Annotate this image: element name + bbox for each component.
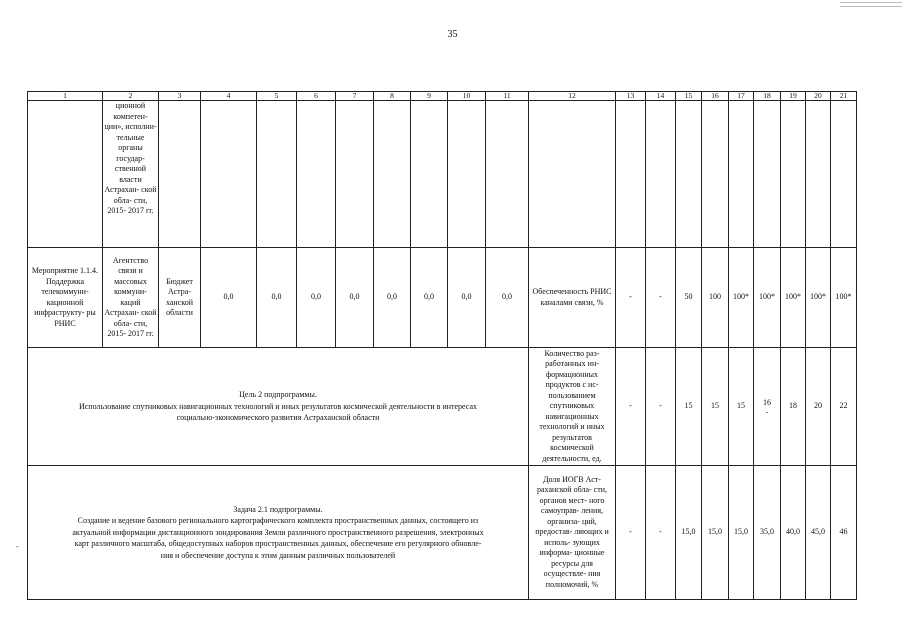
value-cell: 15 [729,348,754,466]
value-cell: 15,0 [702,466,729,600]
value-cell [754,348,781,466]
table-cell [486,101,529,248]
measure-row [28,248,857,348]
header-cell: 12 [529,92,616,101]
value-cell: - [616,248,646,348]
table-cell [201,101,257,248]
responsible-executor-cell: ционной компетен- ции», исполни- тельные органы государ- ственной власти Астрахан- ской обла- сти, 2015- 2017 гг. [103,101,159,248]
goal-row [28,348,857,466]
program-table [27,91,857,600]
value-cell: 0,0 [336,248,374,348]
indicator-cell: Доля ИОГВ Аст- раханской обла- сти, органов мест- ного самоуправ- ления, организа- ций, предостав- ляющих и исполь- зующих информа- ционные ресурсы для осуществле- ния полномочий, % [529,466,616,600]
funding-source-cell: Бюджет Астра- ханской области [159,248,201,348]
header-cell: 11 [486,92,529,101]
table-cell [781,101,806,248]
value-cell: 18 [781,348,806,466]
table-cell [297,101,336,248]
header-cell: 15 [676,92,702,101]
header-cell: 1 [28,92,103,101]
value-cell: 50 [676,248,702,348]
continuation-row [28,101,857,248]
table-cell [374,101,411,248]
table-cell [159,101,201,248]
value-cell: - [646,348,676,466]
value-cell: 100* [806,248,831,348]
header-cell: 17 [729,92,754,101]
value-cell: 15,0 [676,466,702,600]
table-cell [676,101,702,248]
value-cell: 100 [702,248,729,348]
value-text: 16 [763,398,771,408]
goal-description-cell [28,348,529,466]
header-cell: 7 [336,92,374,101]
task-title: Задача 2.1 подпрограммы. [233,504,323,514]
header-cell: 8 [374,92,411,101]
task-text-line: Создание и ведение базового регионального картографического комплекта пространственных данных, состоящего из [77,516,479,526]
value-cell: 40,0 [781,466,806,600]
header-cell: 2 [103,92,159,101]
value-cell: 35,0 [754,466,781,600]
header-cell: 10 [448,92,486,101]
value-cell: 15,0 [729,466,754,600]
table-cell [28,101,103,248]
value-cell: - [616,348,646,466]
table-cell [336,101,374,248]
header-cell: 14 [646,92,676,101]
header-cell: 16 [702,92,729,101]
value-cell: 100* [831,248,857,348]
executor-cell: Агентство связи и массовых коммуни- каций Астрахан- ской обла- сти, 2015- 2017 гг. [103,248,159,348]
table-cell [448,101,486,248]
header-cell: 4 [201,92,257,101]
value-cell: 0,0 [201,248,257,348]
value-cell: 20 [806,348,831,466]
goal-text-line: социально-экономического развития Астраханской области [176,413,380,423]
value-cell: - [646,466,676,600]
value-cell: 0,0 [374,248,411,348]
header-cell: 18 [754,92,781,101]
header-cell: 19 [781,92,806,101]
header-cell: 3 [159,92,201,101]
header-cell: 5 [257,92,297,101]
value-cell: 0,0 [411,248,448,348]
task-text-line: ния и обеспечение доступа к этим данным различных пользователей [160,550,396,560]
value-cell: 0,0 [486,248,529,348]
table-cell [806,101,831,248]
table-cell [702,101,729,248]
table-cell [257,101,297,248]
table-cell [831,101,857,248]
goal-text-line: Использование спутниковых навигационных технологий и иных результатов космической деятельности в интересах [78,401,478,411]
value-cell: 0,0 [448,248,486,348]
goal-title: Цель 2 подпрограммы. [239,390,317,400]
table-cell [646,101,676,248]
task-description-cell [28,466,529,600]
table-cell [616,101,646,248]
header-cell: 21 [831,92,857,101]
measure-name-cell: Мероприятие 1.1.4. Поддержка телекоммуни- кационной инфраструкту- ры РНИС [28,248,103,348]
value-cell: 100* [781,248,806,348]
header-cell: 20 [806,92,831,101]
task-text-line: карт различного масштаба, общедоступных наборов пространственных данных, обеспечение его регулярного обновле- [74,539,482,549]
value-cell: 100* [729,248,754,348]
margin-mark: - [16,542,19,551]
table-cell [411,101,448,248]
task-row [28,466,857,600]
value-cell: 100* [754,248,781,348]
header-cell: 13 [616,92,646,101]
value-cell: - [616,466,646,600]
value-mark: - [765,407,769,416]
value-cell: 22 [831,348,857,466]
value-cell: 46 [831,466,857,600]
value-cell: 0,0 [257,248,297,348]
table-cell [529,101,616,248]
corner-mark [840,2,902,7]
value-cell: 15 [676,348,702,466]
value-cell: 15 [702,348,729,466]
indicator-cell: Количество раз- работанных ин- формационных продуктов с ис- пользованием спутниковых навигационных технологий и иных результатов космической деятельности, ед. [529,348,616,466]
header-row [28,92,857,101]
page-number: 35 [447,29,458,40]
table-cell [729,101,754,248]
value-cell: 45,0 [806,466,831,600]
header-cell: 6 [297,92,336,101]
value-cell: 0,0 [297,248,336,348]
value-cell: - [646,248,676,348]
task-text-line: актуальной информации дистанционного зондирования Земли различного пространственного разрешения, электронных [72,527,484,537]
indicator-cell: Обеспеченность РНИС каналами связи, % [529,248,616,348]
header-cell: 9 [411,92,448,101]
table-cell [754,101,781,248]
